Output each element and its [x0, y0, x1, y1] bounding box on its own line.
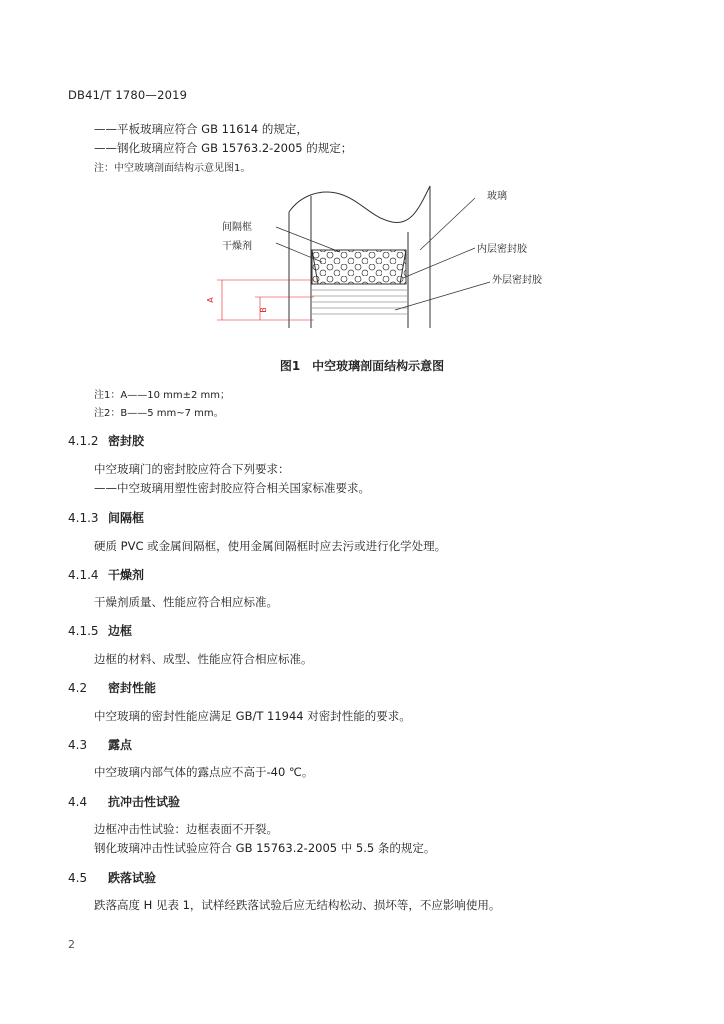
label-glass: 玻璃 — [487, 191, 507, 202]
figure-caption-number: 图1 — [279, 359, 301, 373]
dimension-a-label: A — [206, 297, 215, 303]
spacer-frame-box — [312, 250, 406, 284]
figure-caption-text: 中空玻璃剖面结构示意图 — [312, 359, 445, 373]
figure-note-2: 注2：B——5 mm~7 mm。 — [94, 408, 224, 419]
section-4-1-4-line-1: 干燥剂质量、性能应符合相应标准。 — [94, 595, 278, 609]
section-heading-4-3: 4.3 露点 — [68, 738, 133, 752]
section-4-4-line-1: 边框冲击性试验：边框表面不开裂。 — [94, 822, 278, 836]
intro-note: 注：中空玻璃剖面结构示意见图1。 — [94, 163, 251, 174]
intro-line-1: ——平板玻璃应符合 GB 11614 的规定， — [94, 122, 308, 136]
label-outer-sealant: 外层密封胶 — [492, 275, 542, 286]
outer-sealant — [312, 290, 407, 314]
intro-line-2: ——钢化玻璃应符合 GB 15763.2-2005 的规定； — [94, 141, 353, 155]
figure-note-1: 注1：A——10 mm±2 mm； — [94, 390, 230, 401]
page-number: 2 — [68, 938, 75, 951]
section-heading-4-2: 4.2 密封性能 — [68, 681, 157, 695]
section-heading-4-5: 4.5 跌落试验 — [68, 871, 157, 885]
section-4-5-line-1: 跌落高度 H 见表 1，试样经跌落试验后应无结构松动、损坏等，不应影响使用。 — [94, 898, 501, 912]
section-heading-4-1-5: 4.1.5 边框 — [68, 624, 133, 638]
section-4-4-line-2: 钢化玻璃冲击性试验应符合 GB 15763.2-2005 中 5.5 条的规定。 — [94, 841, 436, 855]
dimension-lines — [217, 280, 314, 320]
section-4-1-2-line-1: 中空玻璃门的密封胶应符合下列要求： — [94, 462, 290, 476]
document-header-id: DB41/T 1780—2019 — [68, 88, 188, 102]
section-heading-4-1-2: 4.1.2 密封胶 — [68, 434, 145, 448]
section-heading-4-4: 4.4 抗冲击性试验 — [68, 795, 181, 809]
label-spacer: 间隔框 — [222, 222, 252, 233]
hollow-glass-cross-section-diagram — [0, 0, 724, 360]
section-4-2-line-1: 中空玻璃的密封性能应满足 GB/T 11944 对密封性能的要求。 — [94, 709, 411, 723]
section-4-1-2-line-2: ——中空玻璃用塑性密封胶应符合相关国家标准要求。 — [94, 481, 370, 495]
label-inner-sealant: 内层密封胶 — [477, 244, 527, 255]
section-4-1-5-line-1: 边框的材料、成型、性能应符合相应标准。 — [94, 652, 313, 666]
dimension-b-label: B — [259, 307, 268, 313]
section-heading-4-1-4: 4.1.4 干燥剂 — [68, 568, 145, 582]
break-line — [289, 186, 430, 223]
section-4-3-line-1: 中空玻璃内部气体的露点应不高于-40 ℃。 — [94, 765, 314, 779]
label-desiccant: 干燥剂 — [222, 241, 252, 252]
figure-caption — [0, 357, 724, 374]
section-heading-4-1-3: 4.1.3 间隔框 — [68, 511, 145, 525]
section-4-1-3-line-1: 硬质 PVC 或金属间隔框，使用金属间隔框时应去污或进行化学处理。 — [94, 539, 447, 553]
